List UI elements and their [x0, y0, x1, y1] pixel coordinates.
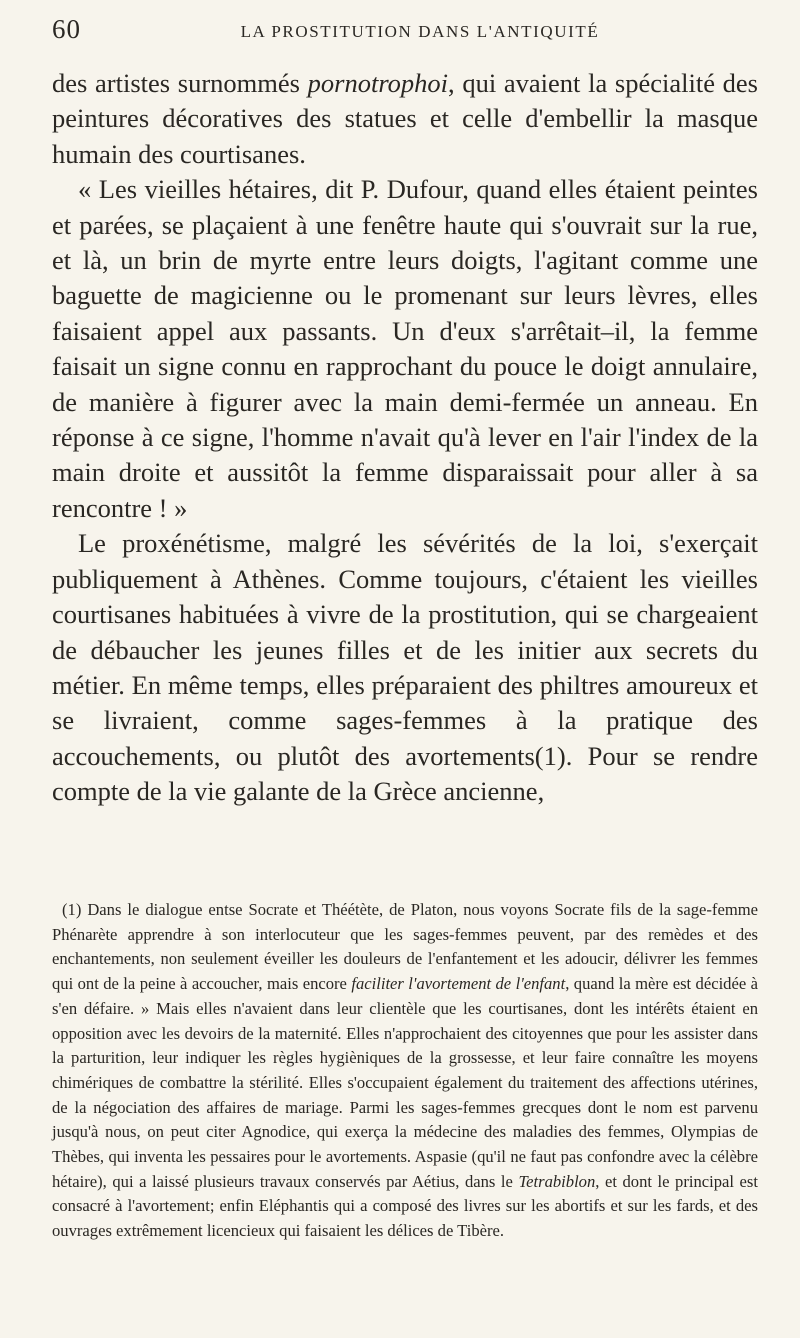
running-head: LA PROSTITUTION DANS L'ANTIQUITÉ [240, 22, 600, 41]
paragraph-1-text-a: des artistes surnommés [52, 68, 308, 98]
footnote-italic-title: Tetrabiblon [518, 1171, 596, 1191]
footnote-text-e: , et dont le principal est consacré à l'avortement; enfin Eléphantis qui a composé des livres sur les abortifs et sur les fards, et des ouvrages extrêmement licencieux qui faisaient les délices de Tibère. [52, 1171, 758, 1241]
paragraph-2-quote: « Les vieilles hétaires, dit P. Dufour, quand elles étaient peintes et parées, se plaçaient à une fenêtre haute qui s'ouvrait sur la rue, et là, un brin de myrte entre leurs doigts, l'agitant comme une baguette de magicienne ou le promenant sur leurs lèvres, elles faisaient appel aux passants. Un d'eux s'arrêtait–il, la femme faisait un signe connu en rapprochant du pouce le doigt annulaire, de manière à figurer avec la main demi-fermée un anneau. En réponse à ce signe, l'homme n'avait qu'à lever en l'air l'index de la main droite et aussitôt la femme disparaissait pour aller à sa rencontre ! » [52, 174, 758, 523]
paragraph-1-italic-term: pornotrophoi [307, 68, 449, 98]
footnote-italic-phrase: faciliter l'avortement de l'enfant [351, 974, 566, 994]
footnote-text-a: (1) Dans le dialogue entse Socrate et Théétète, de Platon, nous voyons Socrate fils de la sage-femme Phénarète apprendre à son interlocuteur que les sages-femmes peuvent, par des remèdes et des enchantements, non seulement éveiller les douleurs de l'enfantement et les adoucir, délivrer les femmes qui ont de la peine à accoucher, mais encore [52, 900, 758, 994]
footnote-text-c: , quand la mère est décidée à s'en défaire. » Mais elles n'avaient dans leur clientèle que les courtisanes, dont les intérêts étaient en opposition avec les devoirs de la maternité. Elles n'approchaient des citoyennes que pour les assister dans la parturition, leur indiquer les règles hygièniques de la grossesse, et leur faire connaître les moyens chimériques de combattre la stérilité. Elles s'occupaient également du traitement des affections utérines, de la négociation des affaires de mariage. Parmi les sages-femmes grecques dont le nom est parvenu jusqu'à nous, on peut citer Agnodice, qui exerça la médecine des maladies des femmes, Olympias de Thèbes, qui inventa les pessaires pour le avortements. Aspasie (qu'il ne faut pas confondre avec la célèbre hétaire), qui a laissé plusieurs travaux conservés par Aétius, dans le [52, 974, 758, 1191]
page-number: 60 [52, 14, 81, 44]
page-header [52, 14, 748, 50]
footnote-block [52, 898, 758, 1244]
paragraph-3: Le proxénétisme, malgré les sévérités de la loi, s'exerçait publiquement à Athènes. Comme toujours, c'étaient les vieilles courtisanes habituées à vivre de la prostitution, qui se chargeaient de débaucher les jeunes filles et de les initier aux secrets du métier. En même temps, elles préparaient des philtres amoureux et se livraient, comme sages-femmes à la pratique des accouchements, ou plutôt des avortements(1). Pour se rendre compte de la vie galante de la Grèce ancienne, [52, 528, 758, 807]
main-text [52, 66, 758, 810]
footnote-1 [52, 898, 758, 1244]
paragraph-1-text-c: , qui avaient la spécialité des peintures décoratives des statues et celle d'embellir la masque humain des courtisanes. [52, 68, 758, 169]
paragraph-1 [52, 66, 758, 172]
